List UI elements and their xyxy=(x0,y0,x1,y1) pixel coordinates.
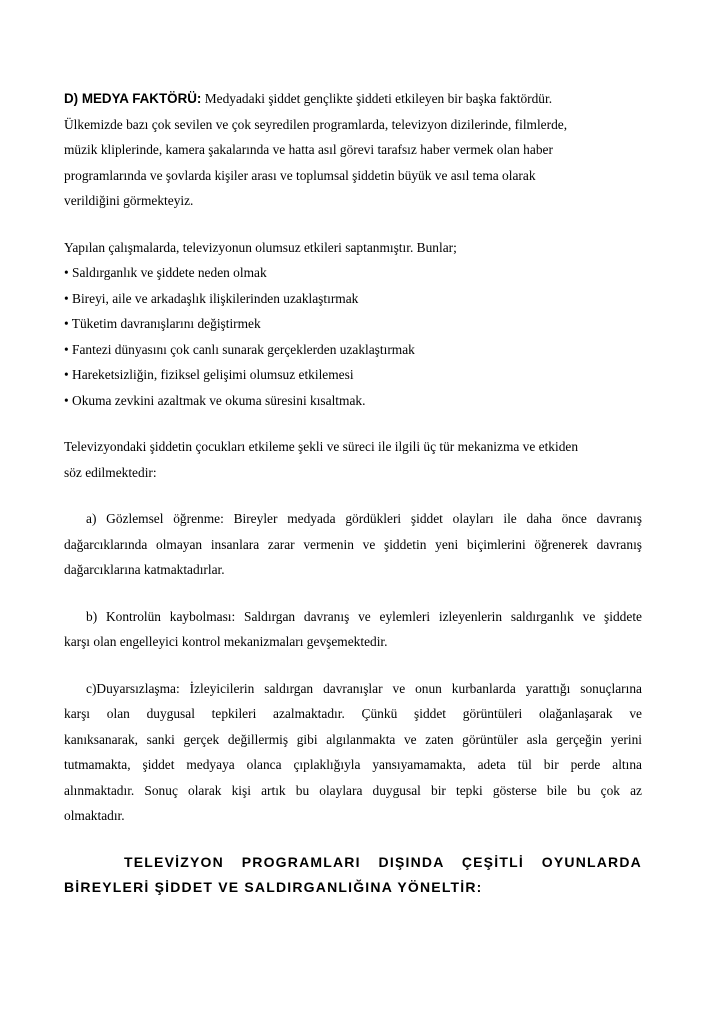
paragraph-line: Televizyondaki şiddetin çocukları etkileme şekli ve süreci ile ilgili üç tür mekanizma ve etkiden xyxy=(64,439,579,454)
spacer xyxy=(64,485,642,506)
item-b-line: b) Kontrolün kaybolması: Saldırgan davranış ve eylemleri izleyenlerin saldırganlık ve şiddete xyxy=(86,608,642,624)
item-c-line: alınmaktadır. Sonuç olarak kişi artık bu olaylara duygusal bir tepki gösterse bile bu çok az xyxy=(64,782,642,798)
final-heading-line2: BİREYLERİ ŞİDDET VE SALDIRGANLIĞINA YÖNELTİR: xyxy=(64,879,483,895)
spacer xyxy=(64,214,642,235)
item-c-line: olmaktadır. xyxy=(64,808,125,823)
item-a-line: a) Gözlemsel öğrenme: Bireyler medyada gördükleri şiddet olayları ile daha önce davranış xyxy=(86,511,642,526)
item-c-line: karşı olan duygusal tepkileri azalmaktadır. Çünkü şiddet görüntüleri olağanlaşarak ve xyxy=(64,706,642,721)
spacer xyxy=(64,655,642,676)
effects-intro: Yapılan çalışmalarda, televizyonun olumsuz etkileri saptanmıştır. Bunlar; xyxy=(64,239,457,255)
section-d-first-line xyxy=(64,86,642,112)
item-c-line: c)Duyarsızlaşma: İzleyicilerin saldırgan davranışlar ve onun kurbanlarda yarattığı sonuçlarına xyxy=(86,680,642,696)
paragraph-line: müzik kliplerinde, kamera şakalarında ve hatta asıl görevi tarafsız haber vermek olan haber xyxy=(64,142,553,157)
bullet-item: • Saldırganlık ve şiddete neden olmak xyxy=(64,265,267,280)
item-a-line: dağarcıklarına katmaktadırlar. xyxy=(64,562,225,577)
paragraph-line: programlarında ve şovlarda kişiler arası ve toplumsal şiddetin büyük ve asıl tema olarak xyxy=(64,167,536,183)
document-page xyxy=(64,86,642,901)
spacer xyxy=(64,583,642,604)
final-heading-line1: TELEVİZYON PROGRAMLARI DIŞINDA ÇEŞİTLİ OYUNLARDA xyxy=(124,853,642,870)
bullet-item: • Bireyi, aile ve arkadaşlık ilişkilerinden uzaklaştırmak xyxy=(64,290,359,306)
section-heading-medya: D) MEDYA FAKTÖRÜ: xyxy=(64,91,202,106)
item-b-line: karşı olan engelleyici kontrol mekanizmaları gevşemektedir. xyxy=(64,634,388,649)
paragraph-text: Medyadaki şiddet gençlikte şiddeti etkileyen bir başka faktördür. xyxy=(204,91,553,106)
bullet-item: • Hareketsizliğin, fiziksel gelişimi olumsuz etkilemesi xyxy=(64,367,354,382)
bullet-item: • Fantezi dünyasını çok canlı sunarak gerçeklerden uzaklaştırmak xyxy=(64,341,415,357)
spacer xyxy=(64,829,642,850)
bullet-item: • Okuma zevkini azaltmak ve okuma süresini kısaltmak. xyxy=(64,392,366,408)
item-c-line: tutmamakta, şiddet medyaya olanca çıplaklığıyla yansıyamamakta, adeta tül bir perde altına xyxy=(64,757,642,772)
item-a-line: dağarcıklarında olmayan insanlara zarar vermenin ve şiddetin yeni biçimlerini öğrenerek davranış xyxy=(64,536,642,552)
paragraph-line: Ülkemizde bazı çok sevilen ve çok seyredilen programlarda, televizyon dizilerinde, filmlerde, xyxy=(64,116,568,132)
item-c-line: kanıksanarak, sanki gerçek değillermiş gibi algılanmakta ve zaten görüntüler asla gerçeğin yerini xyxy=(64,731,642,747)
paragraph-line: söz edilmektedir: xyxy=(64,464,157,480)
bullet-item: • Tüketim davranışlarını değiştirmek xyxy=(64,316,261,331)
spacer xyxy=(64,413,642,434)
paragraph-line: verildiğini görmekteyiz. xyxy=(64,193,194,208)
